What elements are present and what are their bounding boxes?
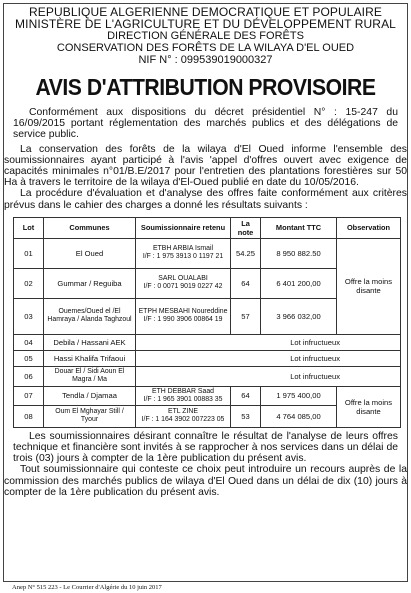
note-cell: 53: [231, 405, 261, 427]
infructueux-cell: Lot infructueux: [136, 350, 401, 366]
col-montant: Montant TTC: [261, 217, 337, 238]
col-soumissionnaire: Soumissionnaire retenu: [136, 217, 231, 238]
observation-cell: Offre la moins disante: [337, 386, 401, 427]
montant-cell: 3 966 032,00: [261, 298, 337, 334]
communes-cell: Douar El / Sidi Aoun El Magra / Ma: [44, 366, 136, 386]
soumissionnaire-cell: [136, 386, 231, 405]
communes-cell: Oum El Mghayar Still / Tyour: [44, 405, 136, 427]
table-header-row: [14, 217, 401, 238]
soumissionnaire-cell: [136, 405, 231, 427]
col-observation: Observation: [337, 217, 401, 238]
soumissionnaire-cell: [136, 238, 231, 268]
lot-cell: 04: [14, 334, 44, 350]
lot-cell: 07: [14, 386, 44, 405]
col-communes: Communes: [44, 217, 136, 238]
paragraph-decree: Conformément aux dispositions du décret présidentiel N° : 15-247 du 16/09/2015 portant réglementation des marchés publics et des délégations de service public.: [13, 107, 398, 141]
footer-credit: Anep N° 515 223 - Le Courrier d'Algérie du 10 juin 2017: [12, 584, 162, 591]
communes-cell: Gummar / Reguiba: [44, 268, 136, 298]
soumissionnaire-nif: I/F : 1 164 3902 007223 05: [141, 416, 225, 424]
col-note: La note: [231, 217, 261, 238]
lot-cell: 05: [14, 350, 44, 366]
lot-cell: 02: [14, 268, 44, 298]
lot-cell: 01: [14, 238, 44, 268]
results-table: [13, 217, 401, 428]
soumissionnaire-name: ETBH ARBIA Ismail: [152, 245, 214, 253]
soumissionnaire-nif: I/F : 1 965 3901 00883 35: [143, 395, 223, 403]
note-cell: 54.25: [231, 238, 261, 268]
communes-cell: El Oued: [44, 238, 136, 268]
soumissionnaire-nif: I/F : 1 975 3913 0 1197 21: [142, 253, 224, 261]
table-row: [14, 334, 401, 350]
header-line-3: DIRECTION GÉNÉRALE DES FORÊTS: [107, 30, 304, 42]
header: [4, 6, 407, 66]
montant-cell: 6 401 200,00: [261, 268, 337, 298]
montant-cell: 1 975 400,00: [261, 386, 337, 405]
infructueux-cell: Lot infructueux: [136, 366, 401, 386]
communes-cell: Hassi Khalifa Trifaoui: [44, 350, 136, 366]
header-line-4: CONSERVATION DES FORÊTS DE LA WILAYA D'EL OUED: [56, 42, 355, 54]
montant-cell: 8 950 882.50: [261, 238, 337, 268]
soumissionnaire-name: SARL OUALABI: [158, 275, 208, 283]
lot-cell: 08: [14, 405, 44, 427]
paragraph-info: La conservation des forêts de la wilaya d'El Oued informe l'ensemble des soumissionnaires ayant participé à l'avis 'appel d'offres ouvert avec exigence de capacités minimales n°01/B.E/2017 pour l'entretien des plantations forestières sur 50 Ha à travers le territoire de la wilaya d'El-Oued publié en date du 10/05/2016.: [4, 143, 407, 189]
table-row: [14, 238, 401, 268]
notice-frame: [3, 3, 408, 582]
soumissionnaire-nif: I/F : 0 0071 9019 0227 42: [143, 283, 223, 291]
communes-cell: Debila / Hassani AEK: [44, 334, 136, 350]
note-cell: 57: [231, 298, 261, 334]
infructueux-cell: Lot infructueux: [136, 334, 401, 350]
col-lot: Lot: [14, 217, 44, 238]
paragraph-recourse: Tout soumissionnaire qui conteste ce choix peut introduire un recours auprès de la commission des marchés publics de wilaya d'El Oued dans un délai de dix (10) jours à compter de la 1ère publication du présent avis.: [4, 464, 407, 498]
table-row: [14, 366, 401, 386]
note-cell: 64: [231, 268, 261, 298]
header-nif: NIF N° : 099539019000327: [138, 54, 273, 66]
soumissionnaire-cell: [136, 268, 231, 298]
soumissionnaire-cell: [136, 298, 231, 334]
paragraph-procedure: La procédure d'évaluation et d'analyse des offres faite conformément aux critères prévus dans le cahier des charges a donné les résultats suivants :: [4, 188, 407, 211]
paragraph-results: Les soumissionnaires désirant connaître le résultat de l'analyse de leurs offres technique et financière sont invités à se rapprocher à nos services dans un délai de trois (03) jours à compter de la 1ère publication du présent avis.: [13, 430, 398, 465]
soumissionnaire-nif: I/F : 1 990 3906 00864 19: [143, 316, 223, 324]
observation-cell: Offre la moins disante: [337, 238, 401, 334]
soumissionnaire-name: ETH DEBBAR Saad: [151, 387, 215, 395]
header-line-2: MINISTÈRE DE L'AGRICULTURE ET DU DÉVELOPPEMENT RURAL: [15, 17, 396, 31]
communes-cell: Ouemes/Oued el /El Hamraya / Alanda Taghzoul: [44, 298, 136, 334]
soumissionnaire-name: ETPH MESBAHI Noureddine: [138, 308, 228, 316]
lot-cell: 06: [14, 366, 44, 386]
notice-title: AVIS D'ATTRIBUTION PROVISOIRE: [35, 74, 376, 100]
table-row: [14, 386, 401, 405]
communes-cell: Tendla / Djamaa: [44, 386, 136, 405]
note-cell: 64: [231, 386, 261, 405]
lot-cell: 03: [14, 298, 44, 334]
montant-cell: 4 764 085,00: [261, 405, 337, 427]
table-row: [14, 350, 401, 366]
header-line-1: REPUBLIQUE ALGERIENNE DEMOCRATIQUE ET POPULAIRE: [28, 5, 382, 19]
soumissionnaire-name: ETL ZINE: [168, 408, 198, 416]
